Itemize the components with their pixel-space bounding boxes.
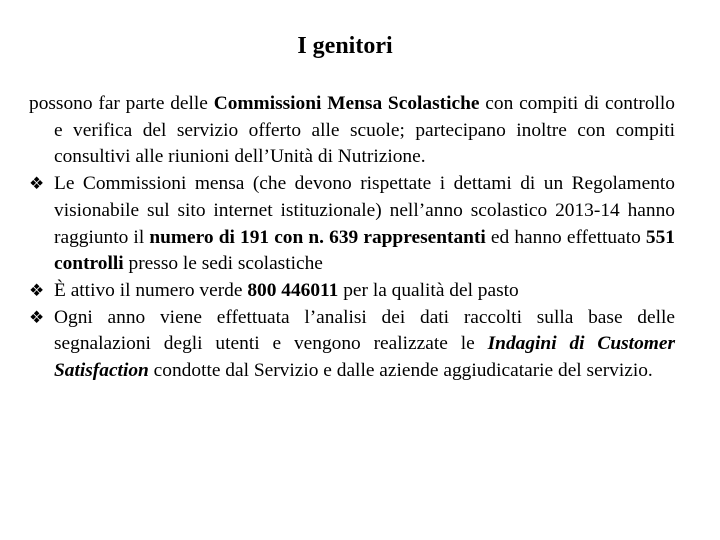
bullet-text: ed hanno effettuato <box>485 226 646 248</box>
diamond-bullet-icon: ❖ <box>29 280 45 300</box>
bullet-text: Le Commissioni mensa (che devono rispettate i dettami di un Regolamento visionabile sul sito internet istituzionale) nell’anno scolastico 2013-14 hanno raggiunto il <box>54 173 675 248</box>
bullet-bold-count: numero di 191 con n. 639 rappresentanti <box>149 226 486 248</box>
bullet-text: Ogni anno viene effettuata l’analisi dei dati raccolti sulla base delle segnalazioni degli utenti e vengono realizzate le <box>54 306 675 355</box>
diamond-bullet-icon: ❖ <box>29 307 45 327</box>
bullet-item-toll-free <box>29 278 675 305</box>
bullet-item-commissions <box>29 171 675 278</box>
intro-bold-commissions: Commissioni Mensa Scolastiche <box>213 93 480 114</box>
bullet-bold-controls: 551 controlli <box>54 226 675 275</box>
diamond-bullet-icon: ❖ <box>29 174 45 194</box>
bullet-text: condotte dal Servizio e dalle aziende aggiudicatarie del servizio. <box>148 360 653 382</box>
bullet-bold-phone: 800 446011 <box>247 279 339 301</box>
slide-title: I genitori <box>297 33 393 59</box>
bullet-item-survey <box>29 305 675 385</box>
slide-body <box>29 91 675 385</box>
intro-text: possono far parte delle <box>29 93 214 114</box>
bullet-text: per la qualità del pasto <box>338 279 519 301</box>
intro-paragraph <box>29 91 675 171</box>
bullet-text: presso le sedi scolastiche <box>123 253 323 275</box>
bullet-text: È attivo il numero verde <box>54 279 248 301</box>
bullet-bold-italic-survey: Indagini di Customer Satisfaction <box>54 333 675 382</box>
intro-text-rest: con compiti di controllo e verifica del servizio offerto alle scuole; partecipano inoltre con compiti consultivi alle riunioni dell’Unità di Nutrizione. <box>54 93 675 168</box>
